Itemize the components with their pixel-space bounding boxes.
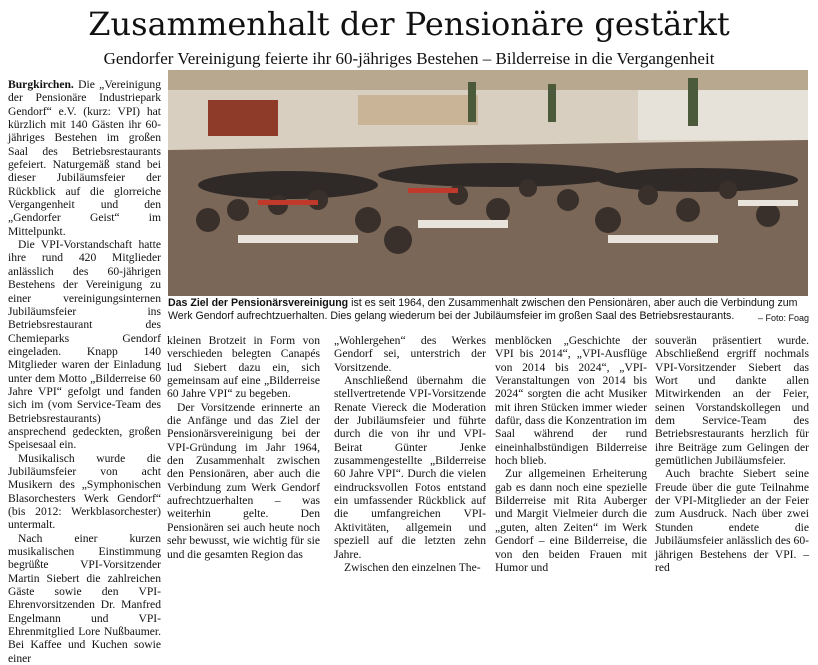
paragraph-2: Die VPI-Vorstandschaft hatte ihre rund 420 Mitglieder anlässlich des 60-jährigen Bestehens der Vereinigung zu einer vereinigungsinternen Jubiläumsfeier ins Betriebsrestaurant des Chemieparks Gendorf eingeladen. Knapp 140 Mitglieder waren der Einladung unter dem Motto „Bilderreise 60 Jahre VPI“ gefolgt und fanden sich im (vom Service-Team des Betriebsrestaurants) ansprechend gedeckten, großen Speisesaal ein. (8, 238, 161, 452)
article-column-4 (495, 334, 647, 574)
paragraph-4: Nach einer kurzen musikalischen Einstimmung begrüßte VPI-Vorsitzender Martin Siebert die zahlreichen Gäste sowie den VPI-Ehrenvorsitzenden Dr. Manfred Engelmann und VPI-Ehrenmitglied Lore Nußbaumer. Bei Kaffee und Kuchen sowie einer (8, 531, 161, 665)
article-column-3 (334, 334, 486, 574)
paragraph-7: „Wohlergehen“ des Werkes Gendorf sei, unterstrich der Vorsitzende. (334, 334, 486, 374)
event-photo (168, 70, 808, 296)
paragraph-1: Burgkirchen. Die „Vereinigung der Pensionäre Industriepark Gendorf“ e.V. (kurz: VPI) hat kürzlich mit 140 Gästen ihr 60-jähriges Bestehen im großen Saal des Betriebsrestaurants gefeiert. Naturgemäß stand bei dieser Jubiläumsfeier der Rückblick auf die glorreiche Vergangenheit und den „Gendorfer Geist“ im Mittelpunkt. (8, 78, 161, 238)
paragraph-13: Auch brachte Siebert seine Freude über die gute Teilnahme der VPI-Mitglieder an der Feier zum Ausdruck. Nach über zwei Stunden endete die Jubiläumsfeier anlässlich des 60-jährigen Bestehens der VPI. – red (655, 467, 809, 574)
paragraph-11: Zur allgemeinen Erheiterung gab es dann noch eine spezielle Bilderreise mit Rita Auberger und Margit Vielmeier durch die „guten, alten Zeiten“ im Werk Gendorf – eine Bilderreise, die von den beiden Frauen mit Humor und (495, 467, 647, 574)
paragraph-12: souverän präsentiert wurde. Abschließend ergriff nochmals VPI-Vorsitzender Siebert das Wort und dankte allen Mitwirkenden an der Feier, seinen Vorstandskollegen und dem Service-Team des Betriebsrestaurants herzlich für ihre Beiträge zum Gelingen der gemütlichen Jubiläumsfeier. (655, 334, 809, 468)
dateline: Burgkirchen. (8, 78, 74, 91)
paragraph-10: menblöcken „Geschichte der VPI bis 2014“, „VPI-Ausflüge von 2014 bis 2024“, „VPI-Veranstaltungen von 2014 bis 2024“ sorgten die acht Musiker mit ihren Stücken immer wieder dafür, dass die Konzentration im Saal während der rund eineinhalbstündigen Bilderreise hoch blieb. (495, 334, 647, 468)
caption-lead: Das Ziel der Pensionärsvereinigung (168, 297, 349, 309)
article-column-5 (655, 334, 809, 574)
paragraph-8: Anschließend übernahm die stellvertretende VPI-Vorsitzende Renate Viereck die Moderation der Jubiläumsfeier und führte durch die von ihr und VPI-Beirat Günter Jenke zusammengestellte „Bilderreise 60 Jahre VPI“. Durch die vielen eindrucksvollen Fotos entstand ein umfassender Rückblick auf die umfangreichen VPI-Aktivitäten, allgemein und speziell auf die letzten zehn Jahre. (334, 374, 486, 561)
paragraph-3: Musikalisch wurde die Jubiläumsfeier von acht Musikern des „Symphonischen Blasorchesters Werk Gendorf“ (bis 2012: Werkblasorchester) untermalt. (8, 451, 161, 532)
article-column-1 (8, 78, 161, 665)
article-column-2 (167, 334, 320, 561)
paragraph-9: Zwischen den einzelnen The- (344, 560, 481, 574)
paragraph-6: Der Vorsitzende erinnerte an die Anfänge und das Ziel der Pensionärsvereinigung bei der VPI-Gründung im Jahr 1964, den Zusammenhalt zwischen den Pensionären, aber auch die Verbindung zum Werk Gendorf aufrechtzuerhalten – was weiterhin gelte. Den Pensionären sei auch heute noch sehr bewusst, wie wichtig für sie und die gesamten Region das (167, 400, 320, 561)
photo-caption (168, 297, 810, 323)
banquet-hall-illustration (168, 70, 808, 296)
subheadline: Gendorfer Vereinigung feierte ihr 60-jähriges Bestehen – Bilderreise in die Vergangenheit (103, 49, 715, 68)
paragraph-5: kleinen Brotzeit in Form von verschieden belegten Canapés lud Siebert dazu ein, sich gemeinsam auf eine „Bilderreise 60 Jahre VPI“ zu begeben. (167, 334, 320, 401)
caption-text: ist es seit 1964, den Zusammenhalt zwischen den Pensionären, aber auch die Verbindung zum Werk Gendorf aufrechtzuerhalten. Dies gelang wiederum bei der Jubiläumsfeier im großen Saal des Betriebsrestaurants. (168, 297, 798, 322)
photo-credit: – Foto: Foag (757, 313, 809, 323)
headline: Zusammenhalt der Pensionäre gestärkt (88, 5, 730, 43)
